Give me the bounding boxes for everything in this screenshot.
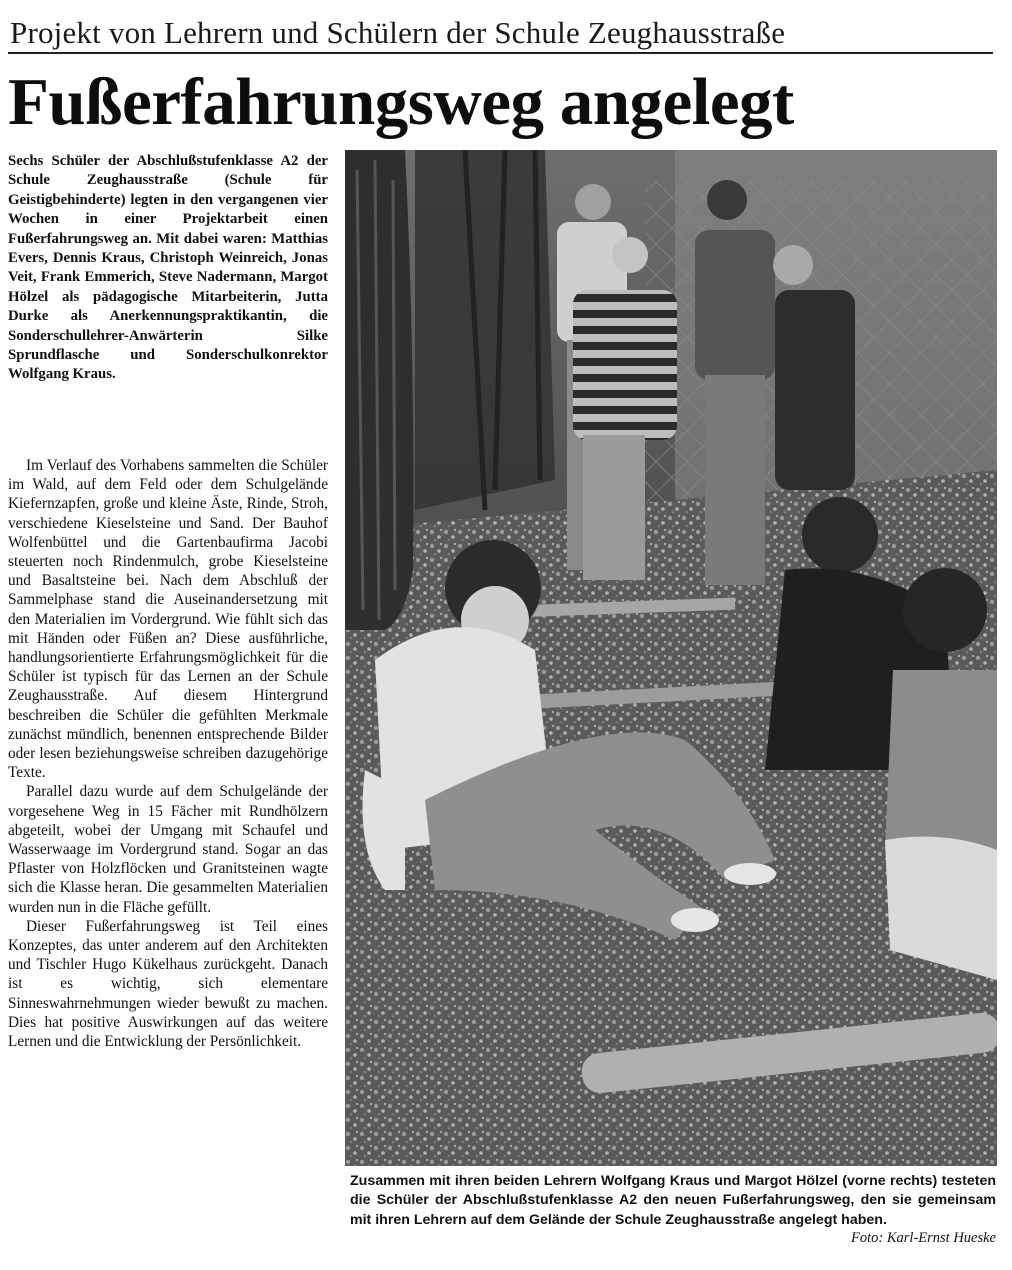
body-paragraph: Parallel dazu wurde auf dem Schulgelände der vorgesehene Weg in 15 Fächer mit Rundhölzern abgeteilt, wobei der Umgang mit Schaufel und Wasserwaage im Vordergrund stand. Sogar an das Pflaster von Holzflöcken und Granitsteinen wagte sich die Klasse heran. Die gesammelten Materialien wurden nun in die Fläche gefüllt. xyxy=(8,783,328,916)
kicker-rule xyxy=(8,52,993,54)
news-photo xyxy=(345,150,997,1166)
body-paragraph: Dieser Fußerfahrungsweg ist Teil eines Konzeptes, das unter anderem auf den Architekten und Tischler Hugo Kükelhaus zurückgeht. Danach ist es wichtig, sich elementare Sinneswahrnehmungen wieder bewußt zu machen. Dies hat positive Auswirkungen auf das weitere Lernen und die Entwicklung der Persönlichkeit. xyxy=(8,917,328,1051)
kicker: Projekt von Lehrern und Schülern der Schule Zeughausstraße xyxy=(10,15,786,50)
headline: Fußerfahrungsweg angelegt xyxy=(8,65,794,139)
lead-paragraph: Sechs Schüler der Abschlußstufenklasse A2 der Schule Zeughausstraße (Schule für Geistigbehinderte) legten in den vergangenen vier Wochen in einer Projektarbeit einen Fußerfahrungsweg an. Mit dabei waren: Matthias Evers, Dennis Kraus, Christoph Weinreich, Jonas Veit, Frank Emmerich, Steve Nadermann, Margot Hölzel als pädagogische Mitarbeiterin, Jutta Durke als Anerkennungspraktikantin, die Sonderschullehrer-Anwärterin Silke Sprundflasche und Sonderschulkonrektor Wolfgang Kraus. xyxy=(8,153,328,383)
photo-caption: Zusammen mit ihren beiden Lehrern Wolfgang Kraus und Margot Hölzel (vorne rechts) testeten die Schüler der Abschlußstufenklasse A2 den neuen Fußerfahrungsweg, den sie gemeinsam mit ihren Lehrern auf dem Gelände der Schule Zeughausstraße angelegt haben. xyxy=(350,1173,996,1228)
photo-credit: Foto: Karl-Ernst Hueske xyxy=(851,1230,996,1246)
body-paragraph: Im Verlauf des Vorhabens sammelten die Schüler im Wald, auf dem Feld oder dem Schulgelände Kiefernzapfen, große und kleine Äste, Rinde, Stroh, verschiedene Kieselsteine und Sand. Der Bauhof Wolfenbüttel und die Gartenbaufirma Jacobi steuerten noch Rindenmulch, grobe Kieselsteine und Basaltsteine bei. Nach dem Abschluß der Sammelphase stand die Auseinandersetzung mit den Materialien im Vordergrund. Wie fühlt sich das mit Händen oder Füßen an? Diese ausführliche, handlungsorientierte Erfahrungsmöglichkeit für die Schüler ist typisch für das Lernen an der Schule Zeughausstraße. Auf diesem Hintergrund beschreiben die Schüler die gefühlten Merkmale zunächst mündlich, benennen entsprechende Bilder oder lesen beziehungsweise schreiben dazugehörige Texte. xyxy=(8,457,328,782)
photo-person-standing xyxy=(695,180,775,585)
article-body xyxy=(8,456,328,1051)
